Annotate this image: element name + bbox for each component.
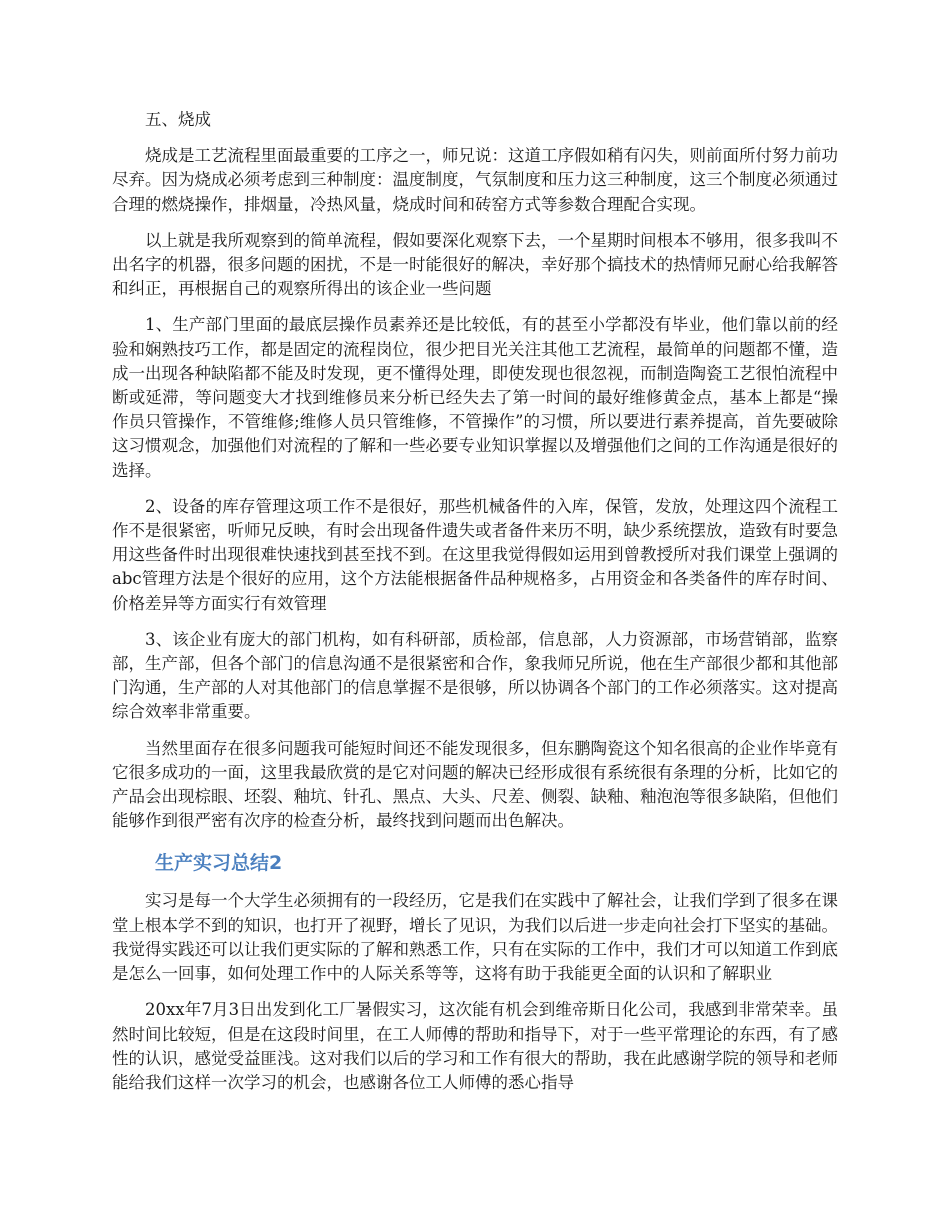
paragraph: 当然里面存在很多问题我可能短时间还不能发现很多，但东鹏陶瓷这个知名很高的企业作毕竟有它很多成功的一面，这里我最欣赏的是它对问题的解决已经形成很有系统很有条理的分析，比如它的产品会出现棕眼、坯裂、釉坑、针孔、黑点、大头、尺差、侧裂、缺釉、釉泡泡等很多缺陷，但他们能够作到很严密有次序的检查分析，最终找到问题而出色解决。 [112, 738, 838, 831]
paragraph: 1、生产部门里面的最底层操作员素养还是比较低，有的甚至小学都没有毕业，他们靠以前的经验和娴熟技巧工作，都是固定的流程岗位，很少把目光关注其他工艺流程，最简单的问题都不懂，造成一出现各种缺陷都不能及时发现，更不懂得处理，即使发现也很忽视，而制造陶瓷工艺很怕流程中断或延滞，等问题变大才找到维修员来分析已经失去了第一时间的最好维修黄金点，基本上都是“操作员只管操作，不管维修;维修人员只管维修，不管操作”的习惯，所以要进行素养提高，首先要破除这习惯观念，加强他们对流程的了解和一些必要专业知识掌握以及增强他们之间的工作沟通是很好的选择。 [112, 315, 838, 480]
section-heading: 生产实习总结2 [155, 852, 283, 875]
paragraph: 烧成是工艺流程里面最重要的工序之一，师兄说：这道工序假如稍有闪失，则前面所付努力前功尽弃。因为烧成必须考虑到三种制度：温度制度，气氛制度和压力这三种制度，这三个制度必须通过合理的燃烧操作，排烟量，冷热风量，烧成时间和砖窑方式等参数合理配合实现。 [112, 146, 838, 214]
document-page [112, 108, 838, 1107]
paragraph: 20xx年7月3日出发到化工厂暑假实习，这次能有机会到维帝斯日化公司，我感到非常荣幸。虽然时间比较短，但是在这段时间里，在工人师傅的帮助和指导下，对于一些平常理论的东西，有了感性的认识，感觉受益匪浅。这对我们以后的学习和工作有很大的帮助，我在此感谢学院的领导和老师能给我们这样一次学习的机会，也感谢各位工人师傅的悉心指导 [112, 1000, 838, 1092]
paragraph: 3、该企业有庞大的部门机构，如有科研部，质检部，信息部，人力资源部，市场营销部，监察部，生产部，但各个部门的信息沟通不是很紧密和合作，象我师兄所说，他在生产部很少都和其他部门沟通，生产部的人对其他部门的信息掌握不是很够，所以协调各个部门的工作必须落实。这对提高综合效率非常重要。 [112, 629, 838, 722]
paragraph: 以上就是我所观察到的简单流程，假如要深化观察下去，一个星期时间根本不够用，很多我叫不出名字的机器，很多问题的困扰，不是一时能很好的解决，幸好那个搞技术的热情师兄耐心给我解答和纠正，再根据自己的观察所得出的该企业一些问题 [112, 230, 838, 299]
section-title: 五、烧成 [145, 110, 211, 129]
paragraph: 实习是每一个大学生必须拥有的一段经历，它是我们在实践中了解社会，让我们学到了很多在课堂上根本学不到的知识，也打开了视野，增长了见识，为我们以后进一步走向社会打下坚实的基础。我觉得实践还可以让我们更实际的了解和熟悉工作，只有在实际的工作中，我们才可以知道工作到底是怎么一回事，如何处理工作中的人际关系等等，这将有助于我能更全面的认识和了解职业 [112, 891, 838, 984]
paragraph: 2、设备的库存管理这项工作不是很好，那些机械备件的入库，保管，发放，处理这四个流程工作不是很紧密，听师兄反映，有时会出现备件遗失或者备件来历不明，缺少系统摆放，造致有时要急用这些备件时出现很难快速找到甚至找不到。在这里我觉得假如运用到曾教授所对我们课堂上强调的abc管理方法是个很好的应用，这个方法能根据备件品种规格多，占用资金和各类备件的库存时间、价格差异等方面实行有效管理 [112, 496, 838, 613]
